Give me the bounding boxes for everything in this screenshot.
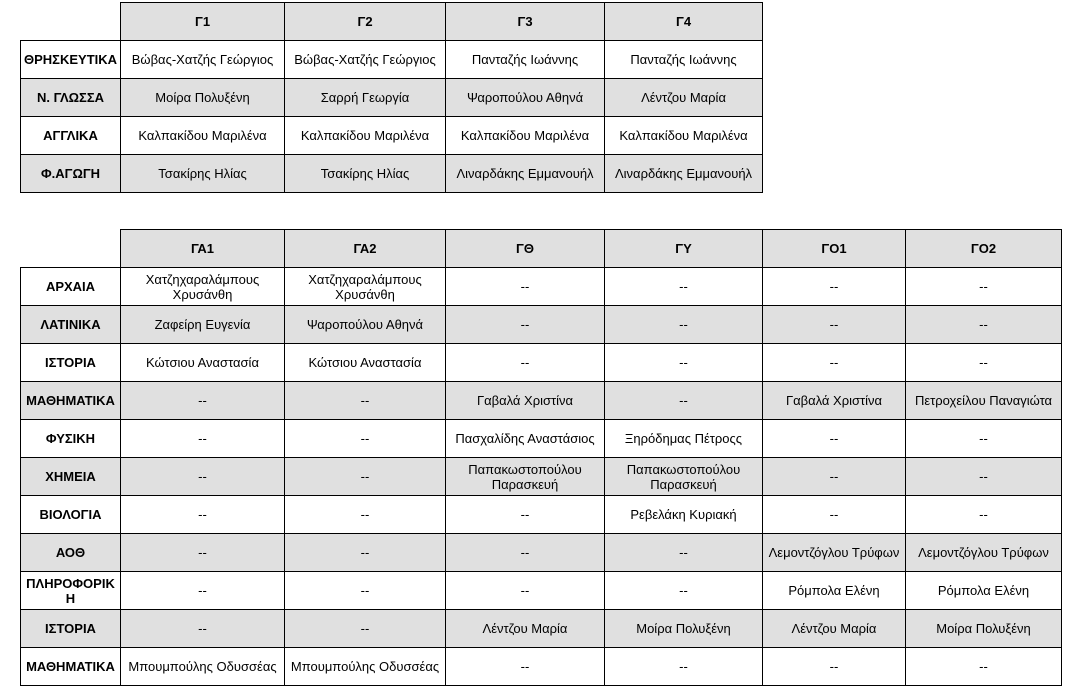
row-subject: ΙΣΤΟΡΙΑ [21, 610, 121, 648]
teacher-cell: Χατζηχαραλάμπους Χρυσάνθη [285, 268, 446, 306]
teacher-cell: Χατζηχαραλάμπους Χρυσάνθη [121, 268, 285, 306]
teacher-cell: Καλπακίδου Μαριλένα [446, 117, 605, 155]
teacher-cell: -- [605, 382, 763, 420]
teacher-cell: -- [121, 420, 285, 458]
teacher-cell: -- [121, 382, 285, 420]
teacher-cell: Πετροχείλου Παναγιώτα [906, 382, 1062, 420]
teacher-cell: Βώβας-Χατζής Γεώργιος [121, 41, 285, 79]
table-row [21, 268, 1062, 306]
row-subject: ΒΙΟΛΟΓΙΑ [21, 496, 121, 534]
teacher-cell: -- [763, 648, 906, 686]
column-header: Γ4 [605, 3, 763, 41]
corner-cell [21, 3, 121, 41]
teacher-cell: Κώτσιου Αναστασία [121, 344, 285, 382]
teacher-cell: -- [763, 344, 906, 382]
table-row [21, 420, 1062, 458]
table-row [21, 382, 1062, 420]
teacher-cell: -- [605, 572, 763, 610]
column-header: ΓΘ [446, 230, 605, 268]
schedule-table-orientation [20, 229, 1062, 686]
teacher-cell: -- [605, 344, 763, 382]
teacher-cell: -- [121, 458, 285, 496]
teacher-cell: Πανταζής Ιωάννης [446, 41, 605, 79]
teacher-cell: -- [285, 534, 446, 572]
column-header: ΓΥ [605, 230, 763, 268]
teacher-cell: -- [121, 534, 285, 572]
teacher-cell: Πανταζής Ιωάννης [605, 41, 763, 79]
teacher-cell: -- [763, 496, 906, 534]
table-row [21, 306, 1062, 344]
teacher-cell: Καλπακίδου Μαριλένα [605, 117, 763, 155]
teacher-cell: -- [285, 610, 446, 648]
row-subject: ΧΗΜΕΙΑ [21, 458, 121, 496]
teacher-cell: -- [446, 496, 605, 534]
teacher-cell: Τσακίρης Ηλίας [285, 155, 446, 193]
table-row [21, 155, 763, 193]
teacher-cell: -- [446, 344, 605, 382]
teacher-cell: Λεμοντζόγλου Τρύφων [763, 534, 906, 572]
teacher-cell: -- [285, 420, 446, 458]
row-subject: ΜΑΘΗΜΑΤΙΚΑ [21, 648, 121, 686]
teacher-cell: Ρεβελάκη Κυριακή [605, 496, 763, 534]
row-subject: ΠΛΗΡΟΦΟΡΙΚΗ [21, 572, 121, 610]
teacher-cell: -- [605, 648, 763, 686]
teacher-cell: Παπακωστοπούλου Παρασκευή [446, 458, 605, 496]
corner-cell [21, 230, 121, 268]
teacher-cell: -- [605, 534, 763, 572]
teacher-cell: -- [285, 382, 446, 420]
teacher-cell: -- [906, 496, 1062, 534]
table-header-row [21, 230, 1062, 268]
teacher-cell: Κώτσιου Αναστασία [285, 344, 446, 382]
table-row [21, 79, 763, 117]
row-subject: ΙΣΤΟΡΙΑ [21, 344, 121, 382]
row-subject: ΜΑΘΗΜΑΤΙΚΑ [21, 382, 121, 420]
teacher-cell: Μπουμπούλης Οδυσσέας [285, 648, 446, 686]
teacher-cell: -- [121, 610, 285, 648]
schedule-table-general [20, 2, 763, 193]
table-row [21, 496, 1062, 534]
teacher-cell: -- [446, 534, 605, 572]
teacher-cell: -- [763, 420, 906, 458]
teacher-cell: -- [906, 306, 1062, 344]
column-header: Γ1 [121, 3, 285, 41]
teacher-cell: -- [906, 420, 1062, 458]
column-header: ΓΑ2 [285, 230, 446, 268]
teacher-cell: Λιναρδάκης Εμμανουήλ [605, 155, 763, 193]
teacher-cell: -- [121, 496, 285, 534]
row-subject: ΘΡΗΣΚΕΥΤΙΚΑ [21, 41, 121, 79]
teacher-cell: -- [285, 496, 446, 534]
teacher-cell: -- [906, 268, 1062, 306]
teacher-cell: Παπακωστοπούλου Παρασκευή [605, 458, 763, 496]
teacher-cell: Ρόμπολα Ελένη [763, 572, 906, 610]
teacher-cell: -- [763, 306, 906, 344]
teacher-cell: Καλπακίδου Μαριλένα [121, 117, 285, 155]
row-subject: ΑΓΓΛΙΚΑ [21, 117, 121, 155]
teacher-cell: -- [285, 458, 446, 496]
column-header: ΓΟ1 [763, 230, 906, 268]
table-header-row [21, 3, 763, 41]
teacher-cell: Μοίρα Πολυξένη [906, 610, 1062, 648]
teacher-cell: Μοίρα Πολυξένη [605, 610, 763, 648]
teacher-cell: -- [906, 458, 1062, 496]
table-row [21, 534, 1062, 572]
table-row [21, 41, 763, 79]
teacher-cell: Ρόμπολα Ελένη [906, 572, 1062, 610]
table-row [21, 117, 763, 155]
row-subject: ΑΡΧΑΙΑ [21, 268, 121, 306]
column-header: Γ2 [285, 3, 446, 41]
teacher-cell: -- [906, 648, 1062, 686]
teacher-cell: Μοίρα Πολυξένη [121, 79, 285, 117]
teacher-cell: Ξηρόδημας Πέτροςς [605, 420, 763, 458]
column-header: Γ3 [446, 3, 605, 41]
teacher-cell: -- [446, 268, 605, 306]
column-header: ΓΟ2 [906, 230, 1062, 268]
teacher-cell: -- [763, 268, 906, 306]
teacher-cell: Τσακίρης Ηλίας [121, 155, 285, 193]
row-subject: Ν. ΓΛΩΣΣΑ [21, 79, 121, 117]
teacher-cell: Βώβας-Χατζής Γεώργιος [285, 41, 446, 79]
row-subject: ΛΑΤΙΝΙΚΑ [21, 306, 121, 344]
teacher-cell: Μπουμπούλης Οδυσσέας [121, 648, 285, 686]
teacher-cell: Πασχαλίδης Αναστάσιος [446, 420, 605, 458]
row-subject: ΦΥΣΙΚΗ [21, 420, 121, 458]
teacher-cell: Καλπακίδου Μαριλένα [285, 117, 446, 155]
teacher-cell: -- [121, 572, 285, 610]
row-subject: ΑΟΘ [21, 534, 121, 572]
teacher-cell: Ζαφείρη Ευγενία [121, 306, 285, 344]
teacher-cell: -- [605, 306, 763, 344]
teacher-cell: Γαβαλά Χριστίνα [763, 382, 906, 420]
teacher-cell: Ψαροπούλου Αθηνά [285, 306, 446, 344]
column-header: ΓΑ1 [121, 230, 285, 268]
teacher-cell: -- [763, 458, 906, 496]
table-row [21, 458, 1062, 496]
teacher-cell: Λέντζου Μαρία [763, 610, 906, 648]
row-subject: Φ.ΑΓΩΓΗ [21, 155, 121, 193]
teacher-cell: Σαρρή Γεωργία [285, 79, 446, 117]
teacher-cell: -- [285, 572, 446, 610]
teacher-cell: Ψαροπούλου Αθηνά [446, 79, 605, 117]
teacher-cell: -- [446, 648, 605, 686]
teacher-cell: Λιναρδάκης Εμμανουήλ [446, 155, 605, 193]
teacher-cell: -- [605, 268, 763, 306]
teacher-cell: -- [446, 572, 605, 610]
table-row [21, 344, 1062, 382]
teacher-cell: -- [906, 344, 1062, 382]
teacher-cell: Γαβαλά Χριστίνα [446, 382, 605, 420]
teacher-cell: -- [446, 306, 605, 344]
teacher-cell: Λέντζου Μαρία [605, 79, 763, 117]
table-row [21, 572, 1062, 610]
table-row [21, 610, 1062, 648]
teacher-cell: Λεμοντζόγλου Τρύφων [906, 534, 1062, 572]
table-row [21, 648, 1062, 686]
teacher-cell: Λέντζου Μαρία [446, 610, 605, 648]
